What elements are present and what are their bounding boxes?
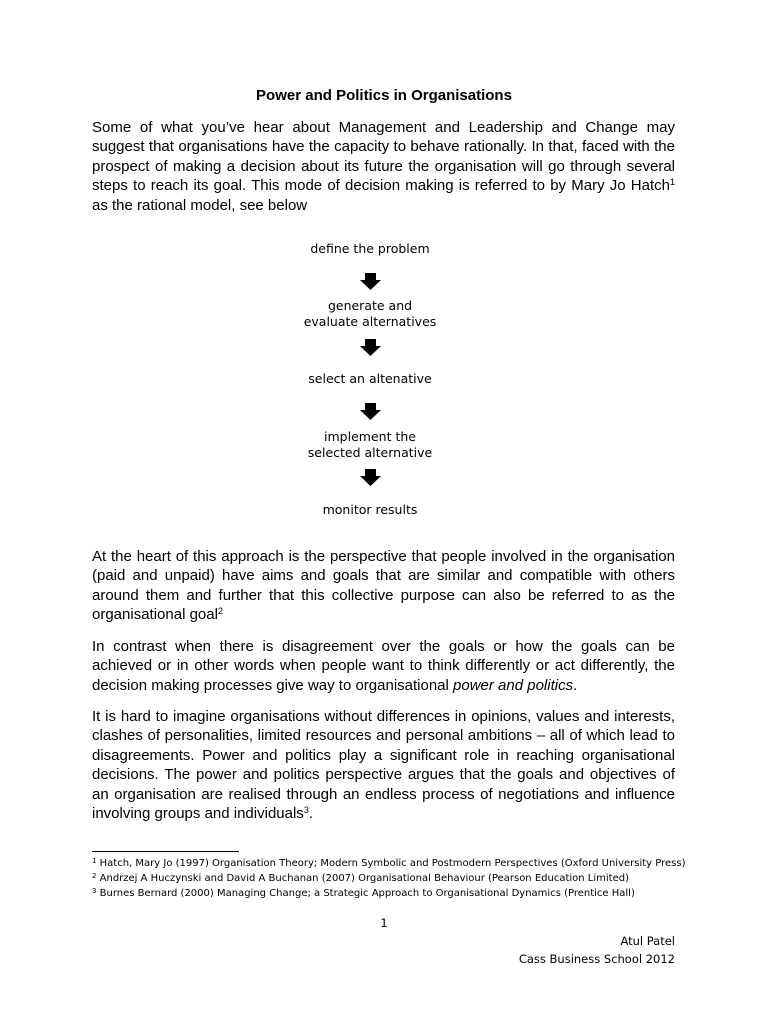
paragraph-rational-approach xyxy=(92,547,675,625)
footnote-separator xyxy=(92,851,239,852)
footer-institution: Cass Business School 2012 xyxy=(518,952,675,966)
down-arrow-icon xyxy=(360,339,381,356)
down-arrow-icon xyxy=(360,273,381,290)
document-title: Power and Politics in Organisations xyxy=(256,87,512,104)
paragraph-contrast xyxy=(92,637,675,695)
paragraph-power-politics xyxy=(92,707,675,823)
footnote-ref-1[interactable]: 1 xyxy=(669,177,675,188)
page-number: 1 xyxy=(380,916,388,930)
footnote-text: Burnes Bernard (2000) Managing Change; a Strategic Approach to Organisational Dynamics (Prentice Hall) xyxy=(96,888,635,899)
footnote-ref-3[interactable]: 3 xyxy=(303,805,309,816)
flow-step-implement: implement the selected alternative xyxy=(307,429,433,460)
emphasis-power-politics: power and politics xyxy=(453,676,574,694)
paragraph-intro xyxy=(92,118,675,215)
paragraph-intro-text: Some of what you’ve hear about Management and Leadership and Change may suggest that organisations have the capacity to behave rationally. In that, faced with the prospect of making a decision about its future the organisation will go through several steps to reach its goal. This mode of decision making is referred to by Mary Jo Hatch xyxy=(92,119,675,195)
paragraph-power-politics-end: . xyxy=(308,805,313,823)
paragraph-contrast-text: In contrast when there is disagreement over the goals or how the goals can be achieved or in other words when people want to think differently or act differently, the decision making processes give way to organisational xyxy=(92,638,675,694)
flow-step-select: select an altenative xyxy=(308,371,432,386)
flow-step-generate: generate and evaluate alternatives xyxy=(303,298,437,329)
down-arrow-icon xyxy=(360,403,381,420)
paragraph-rational-approach-text: At the heart of this approach is the perspective that people involved in the organisation (paid and unpaid) have aims and goals that are similar and compatible with others around them and further that this collective purpose can also be referred to as the organisational goal xyxy=(92,548,675,624)
page-footer xyxy=(519,932,675,968)
footnote-ref-2[interactable]: 2 xyxy=(217,606,223,617)
paragraph-intro-text-end: as the rational model, see below xyxy=(92,196,308,214)
down-arrow-icon xyxy=(360,469,381,486)
flow-step-monitor: monitor results xyxy=(322,502,418,517)
footnote-text: Andrzej A Huczynski and David A Buchanan (2007) Organisational Behaviour (Pearson Education Limited) xyxy=(96,873,629,884)
footnotes xyxy=(92,856,692,901)
footnote-number: 3 xyxy=(92,887,97,895)
footnote-3 xyxy=(92,886,692,901)
footnote-1 xyxy=(92,856,692,871)
footnote-text: Hatch, Mary Jo (1997) Organisation Theory; Modern Symbolic and Postmodern Perspectives (Oxford University Press) xyxy=(96,858,686,869)
paragraph-contrast-end: . xyxy=(573,676,578,694)
footer-author: Atul Patel xyxy=(620,934,675,948)
flow-step-define: define the problem xyxy=(310,241,430,256)
footnote-number: 1 xyxy=(92,857,97,865)
paragraph-power-politics-text: It is hard to imagine organisations without differences in opinions, values and interests, clashes of personalities, limited resources and personal ambitions – all of which lead to disagreements. Power and politics play a significant role in reaching organisational decisions. The power and politics perspective argues that the goals and objectives of an organisation are realised through an endless process of negotiations and influence involving groups and individuals xyxy=(92,708,675,823)
footnote-2 xyxy=(92,871,692,886)
footnote-number: 2 xyxy=(92,872,97,880)
